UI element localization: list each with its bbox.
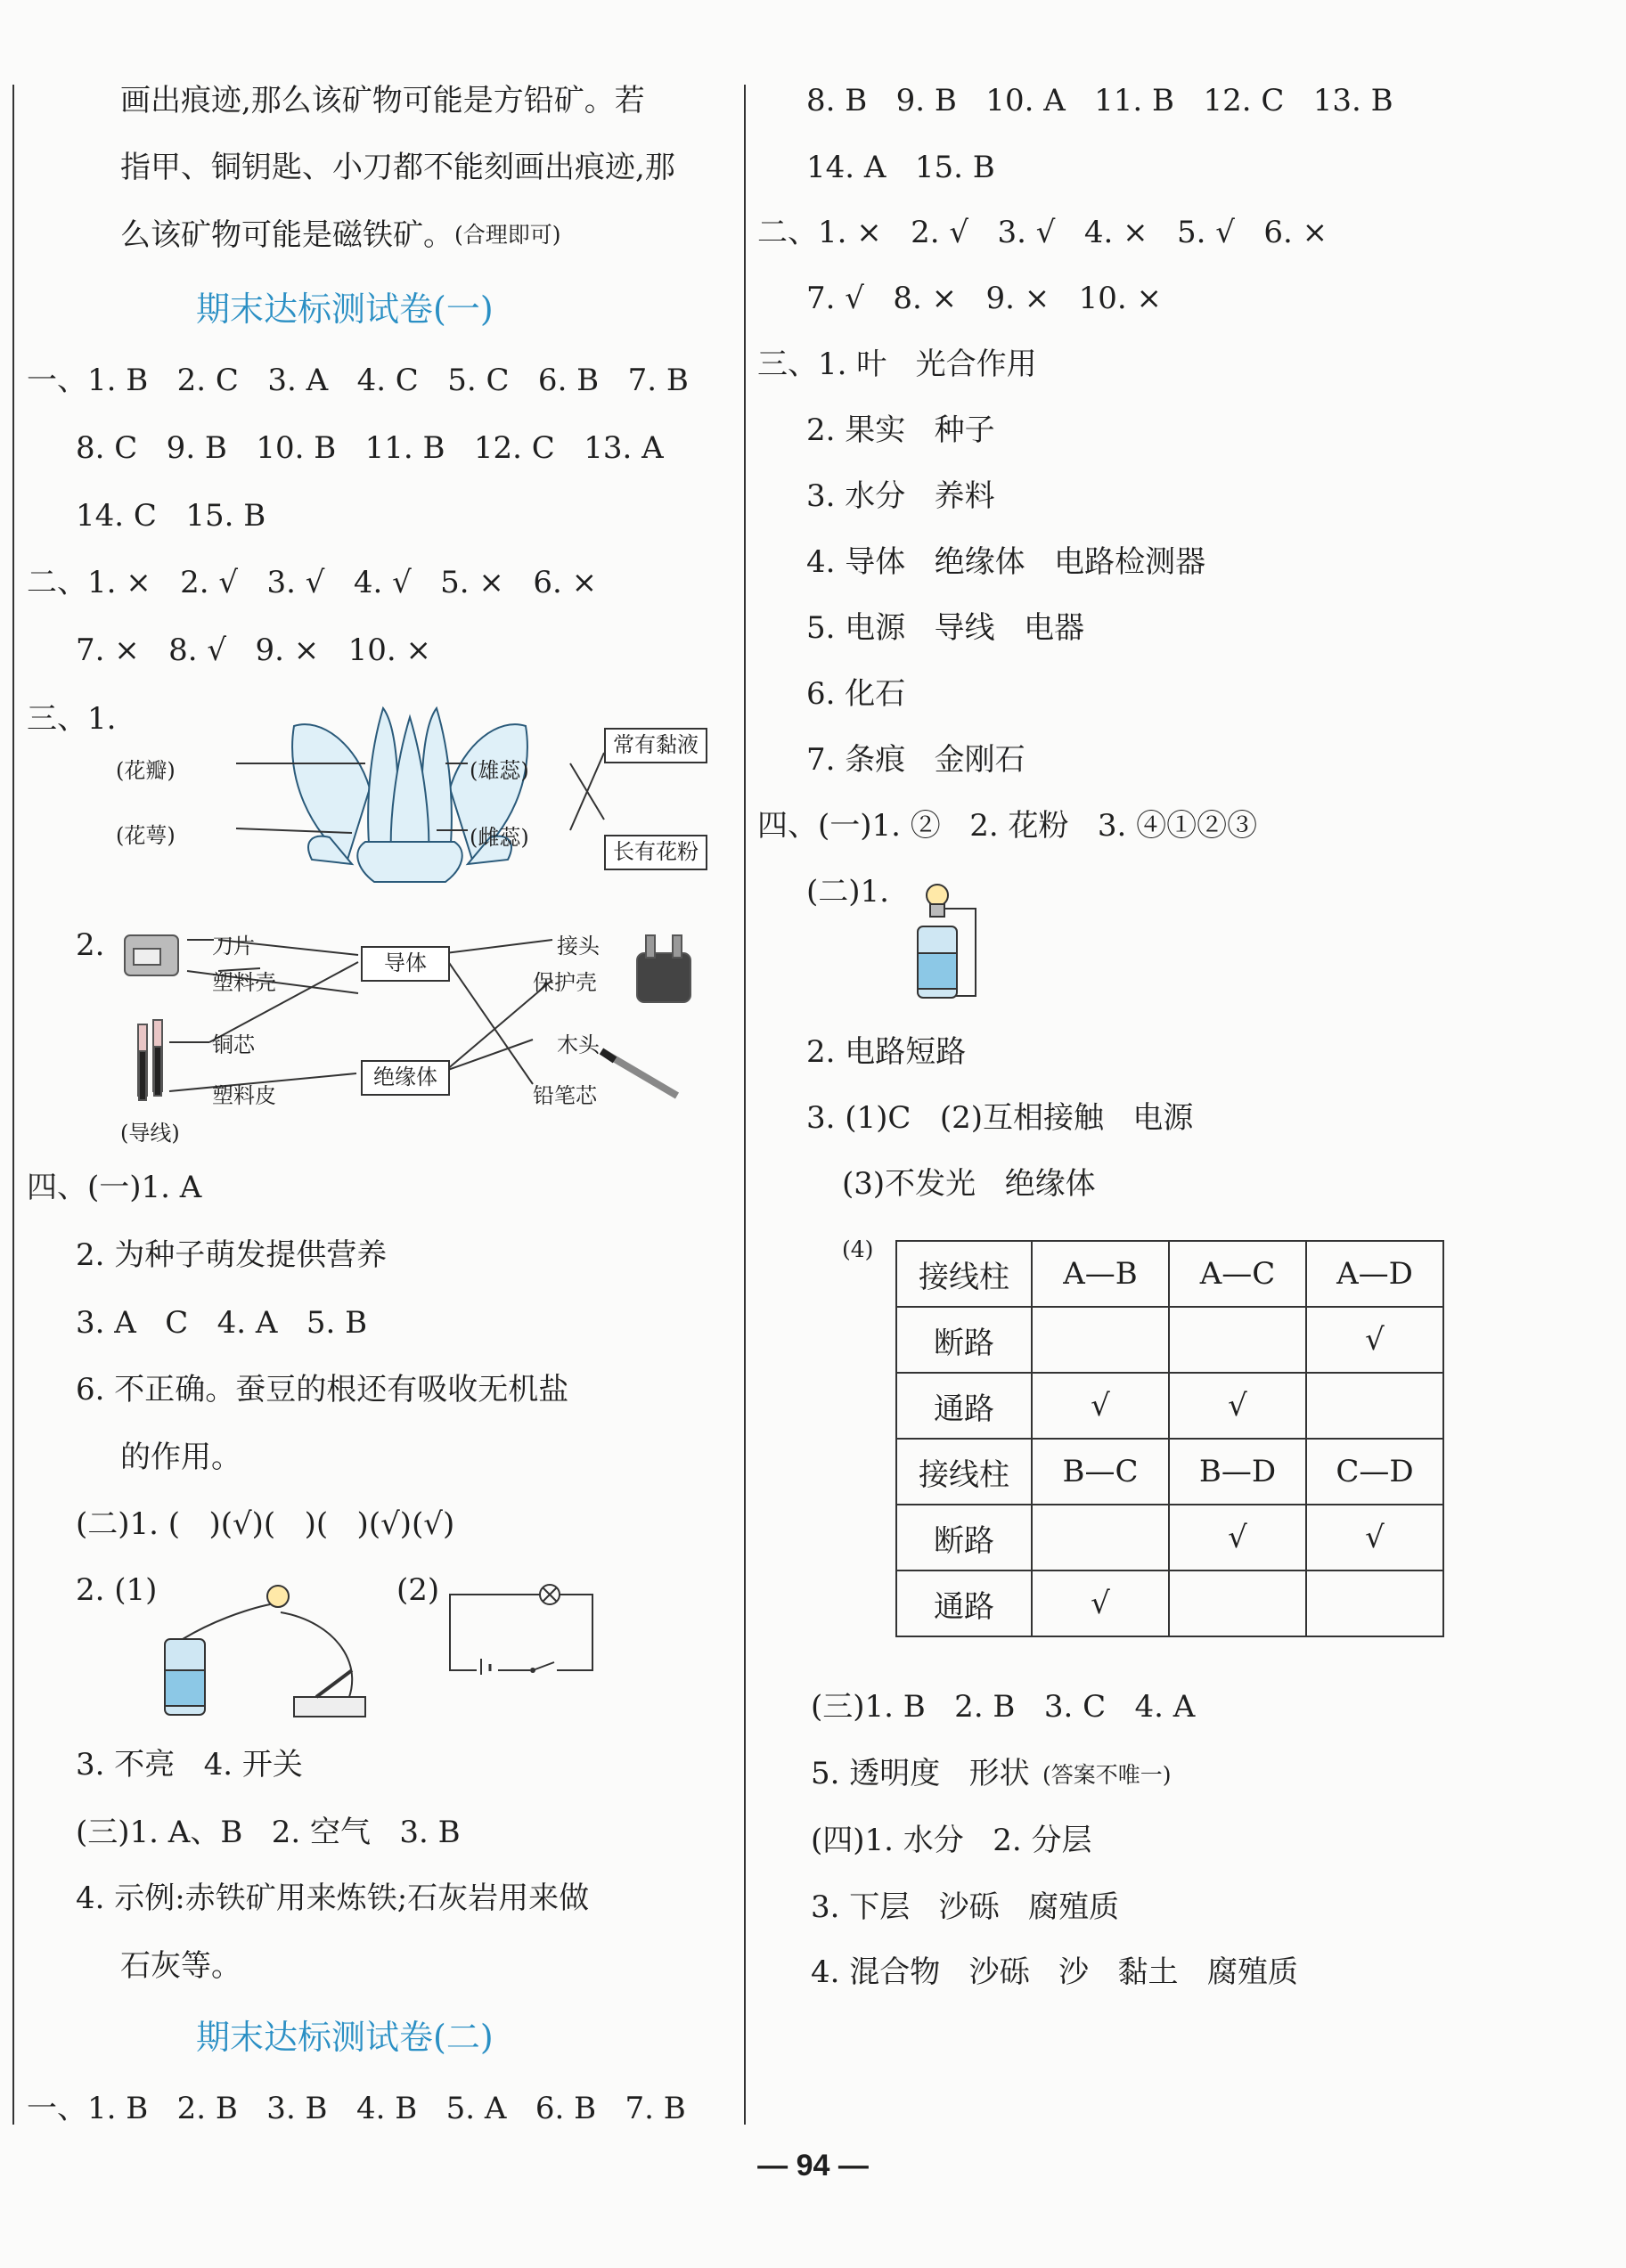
- circuit-label-2: (2): [396, 1572, 440, 1608]
- left-column-divider: [12, 85, 14, 2125]
- text-line: 2. 为种子萌发提供营养: [76, 1237, 388, 1273]
- flower-label-pistil: (雌蕊): [470, 825, 529, 850]
- circuit-diagram-schematic: [445, 1586, 597, 1679]
- center-column-divider: [744, 85, 746, 2125]
- materials-box-insulator: 绝缘体: [361, 1060, 450, 1096]
- table-cell: [1169, 1307, 1306, 1373]
- table-cell: √: [1306, 1505, 1443, 1570]
- text-line: 3. 不亮 4. 开关: [76, 1747, 303, 1783]
- text-line: 14. C 15. B: [76, 498, 266, 534]
- table-cell: 接线柱: [896, 1241, 1032, 1307]
- text-line: (四)1. 水分 2. 分层: [811, 1823, 1092, 1858]
- text-line: (二)1. ( )(√)( )( )(√)(√): [76, 1506, 455, 1542]
- table-cell: A—B: [1032, 1241, 1169, 1307]
- table-row: [896, 1241, 1443, 1307]
- material-right-plug: 接头: [557, 934, 600, 959]
- table-cell: √: [1032, 1570, 1169, 1636]
- section-title: 期末达标测试卷(一): [196, 290, 494, 329]
- material-left-copper-core: 铜芯: [212, 1032, 255, 1057]
- text-line: 石灰等。: [120, 1948, 241, 1984]
- table-cell: B—C: [1032, 1439, 1169, 1505]
- flower-label-sepal: (花萼): [116, 823, 176, 848]
- text-line: 指甲、铜钥匙、小刀都不能刻画出痕迹,那: [120, 150, 675, 185]
- flower-label-petal: (花瓣): [116, 758, 176, 783]
- text-line: 4. 示例:赤铁矿用来炼铁;石灰岩用来做: [76, 1880, 590, 1916]
- table-cell: [1032, 1505, 1169, 1570]
- text-line: 8. B 9. B 10. A 11. B 12. C 13. B: [806, 83, 1393, 118]
- text-line: (二)1.: [806, 874, 889, 910]
- table-cell: 通路: [896, 1373, 1032, 1439]
- text-line-note: (答案不唯一): [1042, 1762, 1172, 1788]
- table-row: [896, 1373, 1443, 1439]
- text-line-note: (合理即可): [454, 222, 561, 248]
- material-left-wire: (导线): [120, 1121, 180, 1146]
- text-line: 7. 条痕 金刚石: [806, 742, 1025, 778]
- table-cell: A—C: [1169, 1241, 1306, 1307]
- text-line: (三)1. A、B 2. 空气 3. B: [76, 1815, 461, 1850]
- table-cell: [1306, 1570, 1443, 1636]
- text-line: 4. 混合物 沙砾 沙 黏土 腐殖质: [811, 1954, 1298, 1990]
- materials-number: 2.: [76, 927, 105, 963]
- text-line: 7. √ 8. × 9. × 10. ×: [806, 281, 1163, 316]
- table-cell: [1032, 1307, 1169, 1373]
- material-left-plastic-skin: 塑料皮: [212, 1083, 276, 1108]
- material-left-plastic-shell: 塑料壳: [212, 970, 276, 995]
- flower-box-sticky: 常有黏液: [604, 728, 707, 763]
- table-cell: B—D: [1169, 1439, 1306, 1505]
- material-right-cover: 保护壳: [533, 970, 597, 995]
- text-line: 6. 化石: [806, 676, 906, 712]
- text-line: 三、1. 叶 光合作用: [757, 347, 1037, 382]
- text-line: 四、(一)1. ② 2. 花粉 3. ④①②③: [757, 808, 1258, 844]
- material-right-wood: 木头: [557, 1032, 600, 1057]
- table-cell: 通路: [896, 1570, 1032, 1636]
- table-cell: [1306, 1373, 1443, 1439]
- bulb-battery-circuit: [909, 882, 1007, 1007]
- table-cell: [1169, 1570, 1306, 1636]
- text-line: 么该矿物可能是磁铁矿。: [120, 217, 453, 253]
- text-line: 5. 透明度 形状: [811, 1756, 1030, 1791]
- text-line: 二、1. × 2. √ 3. √ 4. √ 5. × 6. ×: [27, 565, 598, 600]
- text-line: 7. × 8. √ 9. × 10. ×: [76, 632, 432, 668]
- circuit-label-1: 2. (1): [76, 1572, 158, 1608]
- text-line: 一、1. B 2. C 3. A 4. C 5. C 6. B 7. B: [27, 363, 689, 398]
- table-cell: √: [1306, 1307, 1443, 1373]
- text-line: 3. 水分 养料: [806, 478, 995, 514]
- circuit-drawing-battery-switch: [156, 1577, 388, 1728]
- text-line: 三、1.: [27, 701, 117, 737]
- text-line: 8. C 9. B 10. B 11. B 12. C 13. A: [76, 430, 664, 466]
- section-title: 期末达标测试卷(二): [196, 2018, 494, 2057]
- table-row: [896, 1570, 1443, 1636]
- table-cell: 接线柱: [896, 1439, 1032, 1505]
- text-line: (4): [842, 1236, 874, 1262]
- table-cell: 断路: [896, 1307, 1032, 1373]
- table-cell: C—D: [1306, 1439, 1443, 1505]
- materials-box-conductor: 导体: [361, 946, 450, 982]
- text-line: 3. A C 4. A 5. B: [76, 1305, 368, 1341]
- table-row: [896, 1307, 1443, 1373]
- text-line: 14. A 15. B: [806, 150, 995, 185]
- flower-box-pollen: 长有花粉: [604, 835, 707, 870]
- table-row: [896, 1505, 1443, 1570]
- table-cell: √: [1169, 1505, 1306, 1570]
- text-line: 的作用。: [120, 1440, 241, 1475]
- text-line: 四、(一)1. A: [27, 1170, 202, 1205]
- material-left-blade: 刀片: [212, 934, 255, 959]
- circuit-test-table: [895, 1240, 1444, 1637]
- text-line: 画出痕迹,那么该矿物可能是方铅矿。若: [120, 83, 645, 118]
- table-cell: √: [1169, 1373, 1306, 1439]
- text-line: 二、1. × 2. √ 3. √ 4. × 5. √ 6. ×: [757, 215, 1328, 250]
- text-line: 4. 导体 绝缘体 电路检测器: [806, 544, 1206, 580]
- text-line: 5. 电源 导线 电器: [806, 610, 1085, 646]
- text-line: 3. 下层 沙砾 腐殖质: [811, 1889, 1120, 1925]
- page-number: — 94 —: [757, 2149, 869, 2182]
- text-line: 一、1. B 2. B 3. B 4. B 5. A 6. B 7. B: [27, 2091, 686, 2126]
- text-line: 2. 电路短路: [806, 1034, 967, 1070]
- text-line: 6. 不正确。蚕豆的根还有吸收无机盐: [76, 1372, 569, 1407]
- table-cell: √: [1032, 1373, 1169, 1439]
- text-line: 2. 果实 种子: [806, 412, 995, 448]
- flower-label-stamen: (雄蕊): [470, 758, 529, 783]
- table-row: [896, 1439, 1443, 1505]
- text-line: (三)1. B 2. B 3. C 4. A: [811, 1689, 1196, 1725]
- material-right-lead: 铅笔芯: [533, 1083, 597, 1108]
- text-line: 3. (1)C (2)互相接触 电源: [806, 1100, 1194, 1136]
- table-cell: A—D: [1306, 1241, 1443, 1307]
- table-cell: 断路: [896, 1505, 1032, 1570]
- text-line: (3)不发光 绝缘体: [842, 1166, 1096, 1202]
